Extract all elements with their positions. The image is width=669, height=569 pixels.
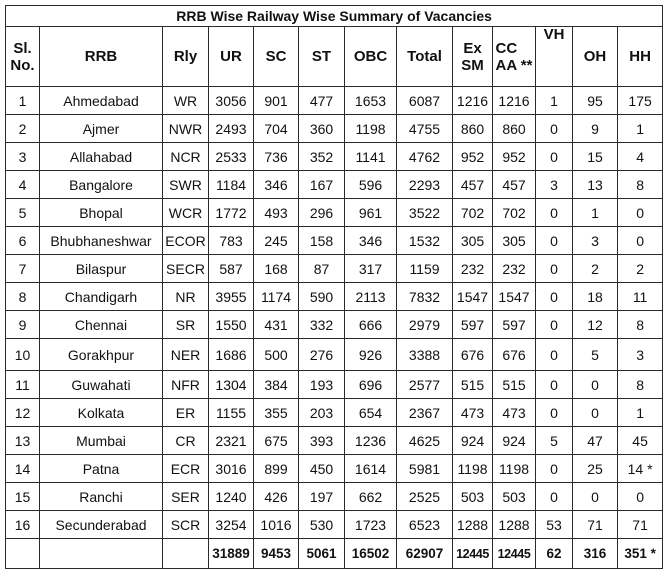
table-row [6,143,663,171]
cell-rrb: Secunderabad [40,511,163,539]
cell-exsm: 1198 [453,455,493,483]
cell-st: 352 [299,143,345,171]
cell-hh: 14 * [618,455,663,483]
cell-sl: 15 [6,483,40,511]
totals-row [6,539,663,569]
cell-sc: 245 [254,227,299,255]
cell-rly: ER [163,399,209,427]
cell-rly: SER [163,483,209,511]
cell-sl: 4 [6,171,40,199]
cell-st: 167 [299,171,345,199]
cell-exsm: 473 [453,399,493,427]
cell-vh: 0 [536,339,573,371]
cell-obc: 596 [345,171,397,199]
cell-sl: 12 [6,399,40,427]
header-sl-no: Sl. No. [6,27,40,87]
cell-obc: 666 [345,311,397,339]
totals-total: 62907 [397,539,453,569]
cell-total: 7832 [397,283,453,311]
cell-vh: 0 [536,483,573,511]
cell-exsm: 232 [453,255,493,283]
cell-hh: 0 [618,483,663,511]
cell-hh: 2 [618,255,663,283]
cell-vh: 5 [536,427,573,455]
cell-rly: NWR [163,115,209,143]
table-row [6,455,663,483]
cell-ccaa: 924 [493,427,536,455]
cell-sl: 9 [6,311,40,339]
cell-hh: 11 [618,283,663,311]
header-total: Total [397,27,453,87]
cell-rly: NR [163,283,209,311]
cell-vh: 0 [536,227,573,255]
cell-oh: 5 [573,339,618,371]
cell-oh: 18 [573,283,618,311]
cell-ur: 3016 [209,455,254,483]
cell-exsm: 457 [453,171,493,199]
cell-sl: 7 [6,255,40,283]
cell-exsm: 503 [453,483,493,511]
cell-total: 6087 [397,87,453,115]
cell-obc: 662 [345,483,397,511]
cell-ccaa: 702 [493,199,536,227]
totals-sl [6,539,40,569]
cell-ccaa: 597 [493,311,536,339]
cell-total: 3388 [397,339,453,371]
cell-rrb: Ahmedabad [40,87,163,115]
cell-st: 193 [299,371,345,399]
cell-exsm: 952 [453,143,493,171]
cell-hh: 71 [618,511,663,539]
cell-st: 360 [299,115,345,143]
header-rly: Rly [163,27,209,87]
cell-rly: SCR [163,511,209,539]
cell-oh: 12 [573,311,618,339]
cell-hh: 0 [618,227,663,255]
cell-rrb: Bhubhaneshwar [40,227,163,255]
table-row [6,371,663,399]
cell-sl: 6 [6,227,40,255]
header-hh: HH [618,27,663,87]
cell-total: 2367 [397,399,453,427]
cell-exsm: 676 [453,339,493,371]
cell-vh: 0 [536,455,573,483]
header-sc: SC [254,27,299,87]
cell-sc: 431 [254,311,299,339]
cell-vh: 3 [536,171,573,199]
cell-sc: 675 [254,427,299,455]
cell-sl: 11 [6,371,40,399]
cell-st: 87 [299,255,345,283]
cell-hh: 8 [618,311,663,339]
cell-total: 3522 [397,199,453,227]
cell-total: 4625 [397,427,453,455]
table-row [6,199,663,227]
cell-ur: 1686 [209,339,254,371]
cell-sc: 384 [254,371,299,399]
cell-hh: 8 [618,171,663,199]
cell-total: 2525 [397,483,453,511]
cell-ur: 3955 [209,283,254,311]
table-row [6,339,663,371]
totals-rrb [40,539,163,569]
cell-exsm: 515 [453,371,493,399]
cell-rrb: Gorakhpur [40,339,163,371]
cell-vh: 0 [536,115,573,143]
cell-sl: 5 [6,199,40,227]
cell-obc: 696 [345,371,397,399]
cell-obc: 346 [345,227,397,255]
cell-rrb: Bhopal [40,199,163,227]
cell-rly: WCR [163,199,209,227]
cell-vh: 0 [536,143,573,171]
cell-rly: SWR [163,171,209,199]
header-st: ST [299,27,345,87]
cell-obc: 1236 [345,427,397,455]
cell-sc: 346 [254,171,299,199]
cell-rly: CR [163,427,209,455]
cell-st: 590 [299,283,345,311]
cell-ur: 3056 [209,87,254,115]
cell-oh: 25 [573,455,618,483]
cell-rly: SR [163,311,209,339]
cell-ccaa: 1216 [493,87,536,115]
cell-ccaa: 515 [493,371,536,399]
cell-total: 1159 [397,255,453,283]
totals-st: 5061 [299,539,345,569]
cell-rly: SECR [163,255,209,283]
cell-rrb: Kolkata [40,399,163,427]
cell-sc: 355 [254,399,299,427]
cell-obc: 317 [345,255,397,283]
cell-rrb: Chandigarh [40,283,163,311]
cell-st: 332 [299,311,345,339]
cell-oh: 2 [573,255,618,283]
table-row [6,283,663,311]
cell-exsm: 860 [453,115,493,143]
cell-exsm: 702 [453,199,493,227]
cell-rly: WR [163,87,209,115]
cell-st: 450 [299,455,345,483]
cell-oh: 0 [573,483,618,511]
header-row [6,27,663,87]
cell-obc: 961 [345,199,397,227]
cell-sl: 2 [6,115,40,143]
table-row [6,227,663,255]
cell-vh: 0 [536,311,573,339]
header-vh: VH [536,27,573,87]
cell-obc: 2113 [345,283,397,311]
cell-ccaa: 676 [493,339,536,371]
cell-ur: 3254 [209,511,254,539]
totals-ccaa: 12445 [493,539,536,569]
cell-obc: 1653 [345,87,397,115]
cell-hh: 3 [618,339,663,371]
totals-rly [163,539,209,569]
cell-vh: 0 [536,199,573,227]
cell-ur: 2493 [209,115,254,143]
table-row [6,171,663,199]
cell-obc: 1723 [345,511,397,539]
cell-obc: 926 [345,339,397,371]
cell-hh: 4 [618,143,663,171]
cell-ccaa: 952 [493,143,536,171]
totals-vh: 62 [536,539,573,569]
header-exsm: Ex SM [453,27,493,87]
cell-total: 2979 [397,311,453,339]
cell-ccaa: 503 [493,483,536,511]
cell-obc: 1141 [345,143,397,171]
cell-exsm: 924 [453,427,493,455]
cell-rrb: Chennai [40,311,163,339]
cell-ur: 1550 [209,311,254,339]
cell-vh: 53 [536,511,573,539]
cell-vh: 0 [536,371,573,399]
cell-sl: 1 [6,87,40,115]
cell-obc: 1198 [345,115,397,143]
cell-hh: 1 [618,399,663,427]
cell-rrb: Allahabad [40,143,163,171]
cell-total: 2577 [397,371,453,399]
cell-ur: 783 [209,227,254,255]
cell-st: 477 [299,87,345,115]
cell-oh: 1 [573,199,618,227]
cell-sl: 3 [6,143,40,171]
cell-ccaa: 457 [493,171,536,199]
cell-hh: 0 [618,199,663,227]
cell-sc: 493 [254,199,299,227]
cell-sc: 168 [254,255,299,283]
cell-sc: 1016 [254,511,299,539]
cell-exsm: 597 [453,311,493,339]
cell-oh: 9 [573,115,618,143]
totals-obc: 16502 [345,539,397,569]
cell-oh: 0 [573,371,618,399]
cell-st: 197 [299,483,345,511]
cell-rrb: Guwahati [40,371,163,399]
cell-rly: NCR [163,143,209,171]
cell-rrb: Ajmer [40,115,163,143]
cell-hh: 175 [618,87,663,115]
table-row [6,511,663,539]
totals-hh: 351 * [618,539,663,569]
cell-exsm: 1216 [453,87,493,115]
cell-oh: 3 [573,227,618,255]
cell-sc: 426 [254,483,299,511]
cell-rrb: Ranchi [40,483,163,511]
cell-vh: 0 [536,399,573,427]
cell-sc: 1174 [254,283,299,311]
cell-ur: 2321 [209,427,254,455]
cell-total: 1532 [397,227,453,255]
table-row [6,87,663,115]
cell-st: 158 [299,227,345,255]
cell-rly: NER [163,339,209,371]
cell-total: 2293 [397,171,453,199]
table-title: RRB Wise Railway Wise Summary of Vacancies [6,6,663,27]
table-row [6,399,663,427]
cell-ccaa: 1547 [493,283,536,311]
cell-vh: 1 [536,87,573,115]
cell-hh: 8 [618,371,663,399]
cell-hh: 45 [618,427,663,455]
cell-rly: NFR [163,371,209,399]
cell-st: 276 [299,339,345,371]
vacancy-summary-table [5,5,663,569]
cell-oh: 71 [573,511,618,539]
table-row [6,255,663,283]
cell-ccaa: 232 [493,255,536,283]
header-oh: OH [573,27,618,87]
table-row [6,427,663,455]
cell-ur: 1304 [209,371,254,399]
totals-ur: 31889 [209,539,254,569]
cell-sc: 500 [254,339,299,371]
cell-rly: ECOR [163,227,209,255]
cell-ur: 1240 [209,483,254,511]
cell-obc: 654 [345,399,397,427]
cell-rrb: Patna [40,455,163,483]
cell-sl: 14 [6,455,40,483]
header-rrb: RRB [40,27,163,87]
cell-oh: 47 [573,427,618,455]
cell-sl: 10 [6,339,40,371]
cell-oh: 15 [573,143,618,171]
cell-rrb: Bangalore [40,171,163,199]
cell-total: 6523 [397,511,453,539]
totals-oh: 316 [573,539,618,569]
header-ccaa: CC AA ** [493,27,536,87]
cell-sl: 13 [6,427,40,455]
cell-ur: 2533 [209,143,254,171]
header-obc: OBC [345,27,397,87]
cell-ccaa: 860 [493,115,536,143]
header-ur: UR [209,27,254,87]
table-row [6,311,663,339]
cell-st: 393 [299,427,345,455]
cell-sc: 736 [254,143,299,171]
cell-ccaa: 1288 [493,511,536,539]
cell-sc: 901 [254,87,299,115]
cell-st: 530 [299,511,345,539]
cell-vh: 0 [536,255,573,283]
cell-total: 4762 [397,143,453,171]
cell-exsm: 1288 [453,511,493,539]
cell-ccaa: 473 [493,399,536,427]
cell-ur: 587 [209,255,254,283]
cell-ur: 1184 [209,171,254,199]
cell-exsm: 1547 [453,283,493,311]
cell-sc: 899 [254,455,299,483]
cell-rrb: Bilaspur [40,255,163,283]
table-row [6,483,663,511]
cell-ccaa: 1198 [493,455,536,483]
cell-total: 4755 [397,115,453,143]
cell-hh: 1 [618,115,663,143]
cell-obc: 1614 [345,455,397,483]
cell-st: 203 [299,399,345,427]
cell-total: 5981 [397,455,453,483]
cell-sc: 704 [254,115,299,143]
cell-ur: 1155 [209,399,254,427]
totals-exsm: 12445 [453,539,493,569]
cell-oh: 13 [573,171,618,199]
totals-sc: 9453 [254,539,299,569]
cell-ccaa: 305 [493,227,536,255]
cell-sl: 16 [6,511,40,539]
cell-st: 296 [299,199,345,227]
cell-oh: 0 [573,399,618,427]
cell-vh: 0 [536,283,573,311]
cell-rrb: Mumbai [40,427,163,455]
cell-exsm: 305 [453,227,493,255]
cell-oh: 95 [573,87,618,115]
cell-rly: ECR [163,455,209,483]
table-row [6,115,663,143]
cell-sl: 8 [6,283,40,311]
cell-ur: 1772 [209,199,254,227]
